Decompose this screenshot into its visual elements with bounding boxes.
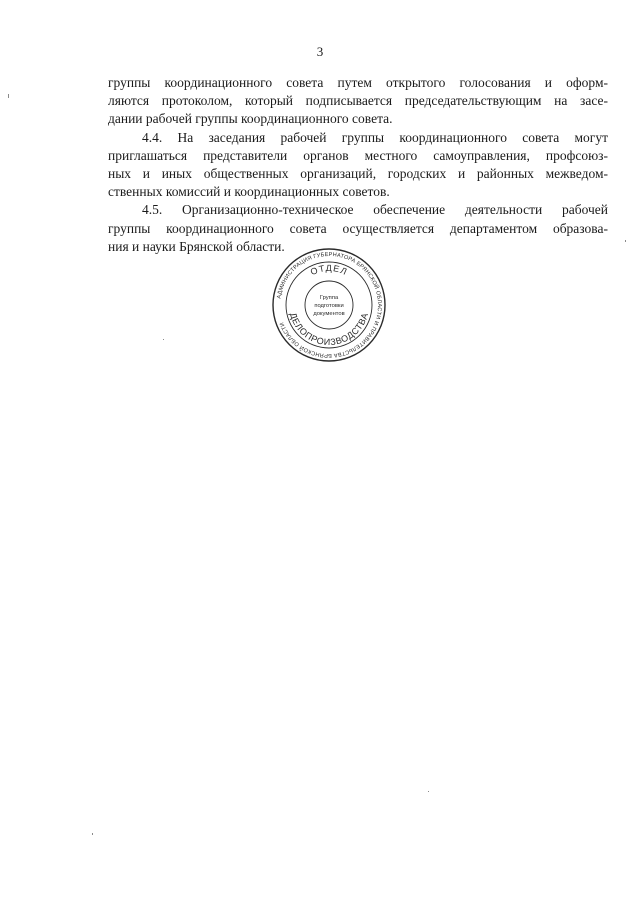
document-body (108, 74, 608, 256)
scan-speck (625, 240, 626, 242)
scan-speck (428, 791, 429, 792)
scan-speck (92, 833, 93, 835)
text-line: группы координационного совета путем открытого голосования и оформ- (108, 75, 608, 90)
stamp-dept-top: ОТДЕЛ (308, 262, 350, 278)
paragraph-4-4 (108, 129, 608, 202)
stamp-dept-bottom: ДЕЛОПРОИЗВОДСТВА (287, 311, 371, 348)
text-line: ственных комиссий и координационных советов. (108, 184, 390, 200)
official-stamp (271, 247, 387, 363)
text-line: дании рабочей группы координационного совета. (108, 111, 393, 127)
svg-text:ОТДЕЛ (309, 263, 349, 277)
text-line: группы координационного совета осуществляется департаментом образова- (108, 220, 608, 236)
text-line: ляются протоколом, который подписывается председательствующим на засе- (108, 93, 608, 109)
stamp-center-line: документов (313, 311, 345, 317)
paragraph-continuation (108, 74, 608, 129)
text-line: 4.5. Организационно-техническое обеспечение деятельности рабочей (142, 202, 608, 218)
text-line: ных и иных общественных организаций, городских и районных межведом- (108, 166, 608, 182)
stamp-center-line: Группа (319, 295, 339, 301)
scan-speck (163, 339, 164, 340)
text-line: ния и науки Брянской области. (108, 238, 285, 254)
stamp-center-line: подготовки (314, 303, 344, 309)
text-line: 4.4. На заседания рабочей группы координационного совета могут (142, 129, 608, 145)
text-line: приглашаться представители органов местного самоуправления, профсоюз- (108, 147, 608, 163)
page-number: 3 (316, 44, 324, 59)
stamp-outer-text: АДМИНИСТРАЦИЯ ГУБЕРНАТОРА БРЯНСКОЙ ОБЛАСТИ И ПРАВИТЕЛЬСТВА БРЯНСКОЙ ОБЛАСТИ (276, 251, 383, 359)
scan-speck (8, 94, 9, 98)
